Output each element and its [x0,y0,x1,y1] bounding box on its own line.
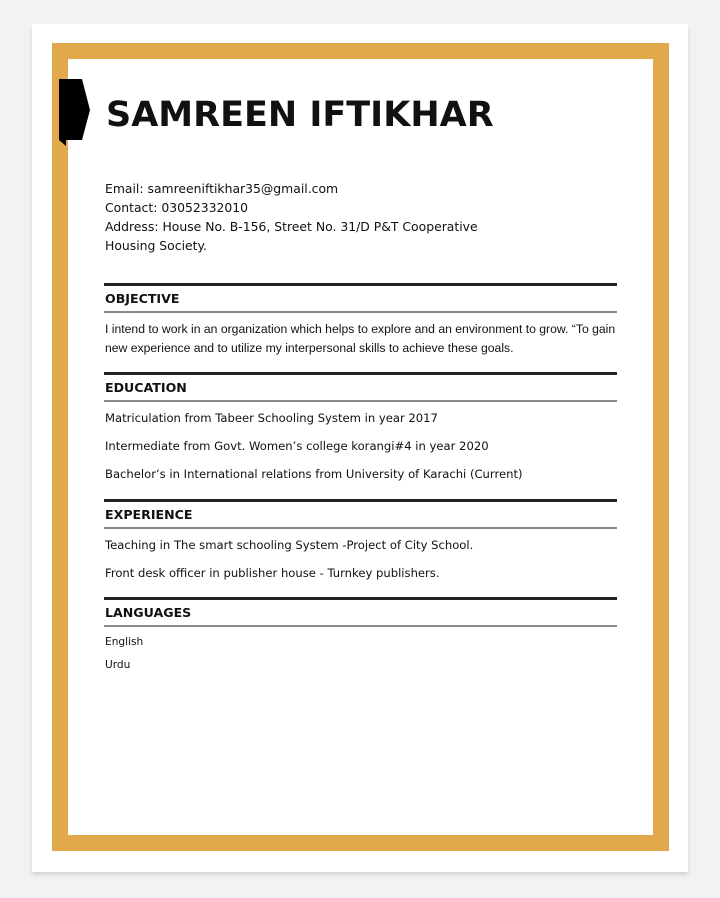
education-item: Matriculation from Tabeer Schooling System in year 2017 [105,411,438,425]
email-line: Email: samreeniftikhar35@gmail.com [105,181,339,196]
address-line-1: Address: House No. B-156, Street No. 31/D P&T Cooperative [105,219,478,234]
experience-item: Front desk officer in publisher house - Turnkey publishers. [105,566,440,580]
resume-page [32,24,688,872]
candidate-name: SAMREEN IFTIKHAR [106,95,494,135]
education-item: Bachelor’s in International relations from University of Karachi (Current) [105,467,523,481]
section-experience [104,499,617,587]
section-title-objective: OBJECTIVE [105,291,180,306]
section-title-experience: EXPERIENCE [105,507,193,522]
education-item: Intermediate from Govt. Women’s college korangi#4 in year 2020 [105,439,489,453]
language-item: Urdu [105,659,131,671]
section-objective [104,283,617,358]
section-divider-thin [104,527,617,529]
objective-text: I intend to work in an organization which helps to explore and an environment to grow. “To gain new experience and to utilize my interpersonal skills to achieve these goals. [105,322,616,355]
experience-item: Teaching in The smart schooling System -Project of City School. [105,538,474,552]
section-divider-thin [104,400,617,402]
section-languages [104,597,617,677]
address-line-2: Housing Society. [105,238,207,253]
section-divider-thin [104,311,617,313]
language-item: English [105,636,144,648]
section-title-education: EDUCATION [105,380,187,395]
section-divider-thin [104,625,617,627]
header-tab-icon [59,79,91,147]
contact-block [105,179,525,255]
phone-line: Contact: 03052332010 [105,200,249,215]
section-title-languages: LANGUAGES [105,605,192,620]
section-education [104,372,617,488]
